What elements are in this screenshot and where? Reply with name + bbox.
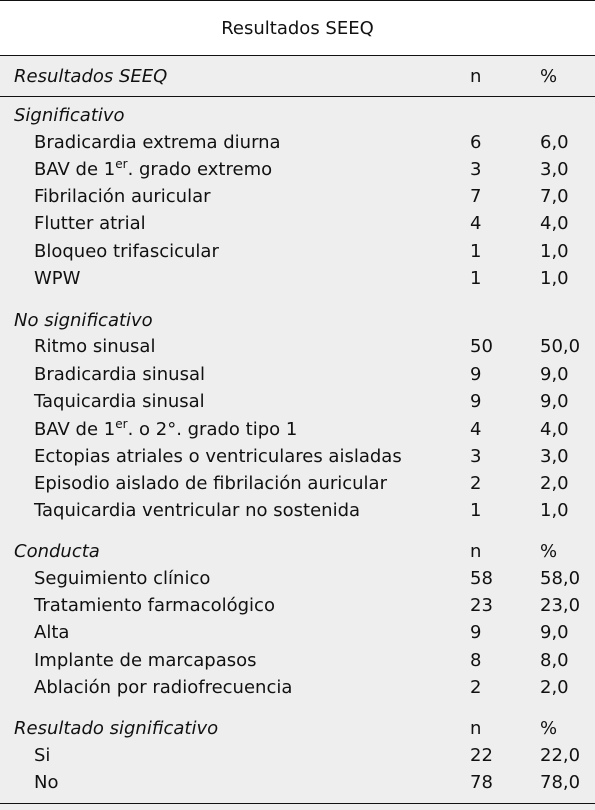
section-pct-header: % — [540, 541, 558, 562]
table-row — [0, 129, 595, 156]
row-label: Bloqueo trifascicular — [34, 241, 219, 262]
row-n: 1 — [470, 241, 482, 262]
row-n: 9 — [470, 391, 482, 412]
row-pct: 9,0 — [540, 391, 569, 412]
section-label: Conducta — [14, 541, 100, 562]
row-pct: 9,0 — [540, 622, 569, 643]
row-n: 9 — [470, 364, 482, 385]
section-label: Resultado significativo — [14, 718, 219, 739]
row-n: 2 — [470, 473, 482, 494]
row-label: Ablación por radiofrecuencia — [34, 677, 293, 698]
table-row — [0, 265, 595, 292]
row-label: Seguimiento clínico — [34, 568, 211, 589]
row-n: 4 — [470, 419, 482, 440]
row-n: 6 — [470, 132, 482, 153]
row-label: BAV de 1er. grado extremo — [34, 157, 273, 180]
section-header-resultado-significativo — [0, 715, 595, 742]
table-row — [0, 647, 595, 674]
table-row — [0, 238, 595, 265]
table-bottom-rule — [0, 803, 595, 804]
row-pct: 6,0 — [540, 132, 569, 153]
column-header-row — [0, 63, 595, 90]
row-label: Bradicardia sinusal — [34, 364, 205, 385]
table-row — [0, 443, 595, 470]
row-pct: 1,0 — [540, 241, 569, 262]
row-n: 8 — [470, 650, 482, 671]
row-pct: 50,0 — [540, 336, 581, 357]
table-row — [0, 416, 595, 443]
row-pct: 4,0 — [540, 419, 569, 440]
table-row — [0, 497, 595, 524]
row-label: Ectopias atriales o ventriculares aisladas — [34, 446, 402, 467]
column-header-pct: % — [540, 66, 558, 87]
table-row — [0, 361, 595, 388]
row-label: Taquicardia sinusal — [34, 391, 205, 412]
row-n: 50 — [470, 336, 493, 357]
row-n: 7 — [470, 186, 482, 207]
row-pct: 2,0 — [540, 677, 569, 698]
table-row — [0, 565, 595, 592]
section-header-no-significativo — [0, 307, 595, 334]
table-row — [0, 769, 595, 796]
row-pct: 3,0 — [540, 159, 569, 180]
table-row — [0, 674, 595, 701]
row-pct: 1,0 — [540, 268, 569, 289]
row-pct: 2,0 — [540, 473, 569, 494]
section-pct-header: % — [540, 718, 558, 739]
table-title-text: Resultados SEEQ — [221, 17, 374, 39]
row-label: BAV de 1er. o 2°. grado tipo 1 — [34, 417, 298, 440]
row-label: Fibrilación auricular — [34, 186, 211, 207]
table-row — [0, 210, 595, 237]
row-n: 3 — [470, 446, 482, 467]
row-label: Tratamiento farmacológico — [34, 595, 275, 616]
row-label: Implante de marcapasos — [34, 650, 257, 671]
row-pct: 7,0 — [540, 186, 569, 207]
row-pct: 22,0 — [540, 745, 581, 766]
table-row — [0, 183, 595, 210]
row-pct: 9,0 — [540, 364, 569, 385]
row-label: Flutter atrial — [34, 213, 146, 234]
table-row — [0, 742, 595, 769]
section-label: No significativo — [14, 310, 153, 331]
table-row — [0, 333, 595, 360]
row-label: Alta — [34, 622, 70, 643]
header-divider — [0, 96, 595, 97]
row-n: 4 — [470, 213, 482, 234]
section-header-significativo — [0, 102, 595, 129]
section-header-conducta — [0, 538, 595, 565]
row-pct: 78,0 — [540, 772, 581, 793]
column-header-n: n — [470, 66, 482, 87]
row-pct: 1,0 — [540, 500, 569, 521]
row-pct: 58,0 — [540, 568, 581, 589]
row-label: Bradicardia extrema diurna — [34, 132, 281, 153]
row-pct: 23,0 — [540, 595, 581, 616]
row-label: Si — [34, 745, 51, 766]
row-n: 22 — [470, 745, 493, 766]
row-n: 78 — [470, 772, 493, 793]
row-label: Taquicardia ventricular no sostenida — [34, 500, 361, 521]
row-label: No — [34, 772, 59, 793]
row-n: 23 — [470, 595, 493, 616]
row-pct: 4,0 — [540, 213, 569, 234]
table-row — [0, 156, 595, 183]
row-n: 58 — [470, 568, 493, 589]
table-title — [0, 0, 595, 56]
row-n: 2 — [470, 677, 482, 698]
row-n: 3 — [470, 159, 482, 180]
section-n-header: n — [470, 718, 482, 739]
row-pct: 8,0 — [540, 650, 569, 671]
section-label: Significativo — [14, 105, 125, 126]
row-n: 1 — [470, 500, 482, 521]
row-n: 9 — [470, 622, 482, 643]
row-label: WPW — [34, 268, 81, 289]
table-row — [0, 592, 595, 619]
table-row — [0, 470, 595, 497]
row-n: 1 — [470, 268, 482, 289]
table-row — [0, 388, 595, 415]
table-row — [0, 619, 595, 646]
column-header-label: Resultados SEEQ — [14, 66, 168, 87]
row-label: Episodio aislado de fibrilación auricular — [34, 473, 387, 494]
row-pct: 3,0 — [540, 446, 569, 467]
section-n-header: n — [470, 541, 482, 562]
row-label: Ritmo sinusal — [34, 336, 156, 357]
